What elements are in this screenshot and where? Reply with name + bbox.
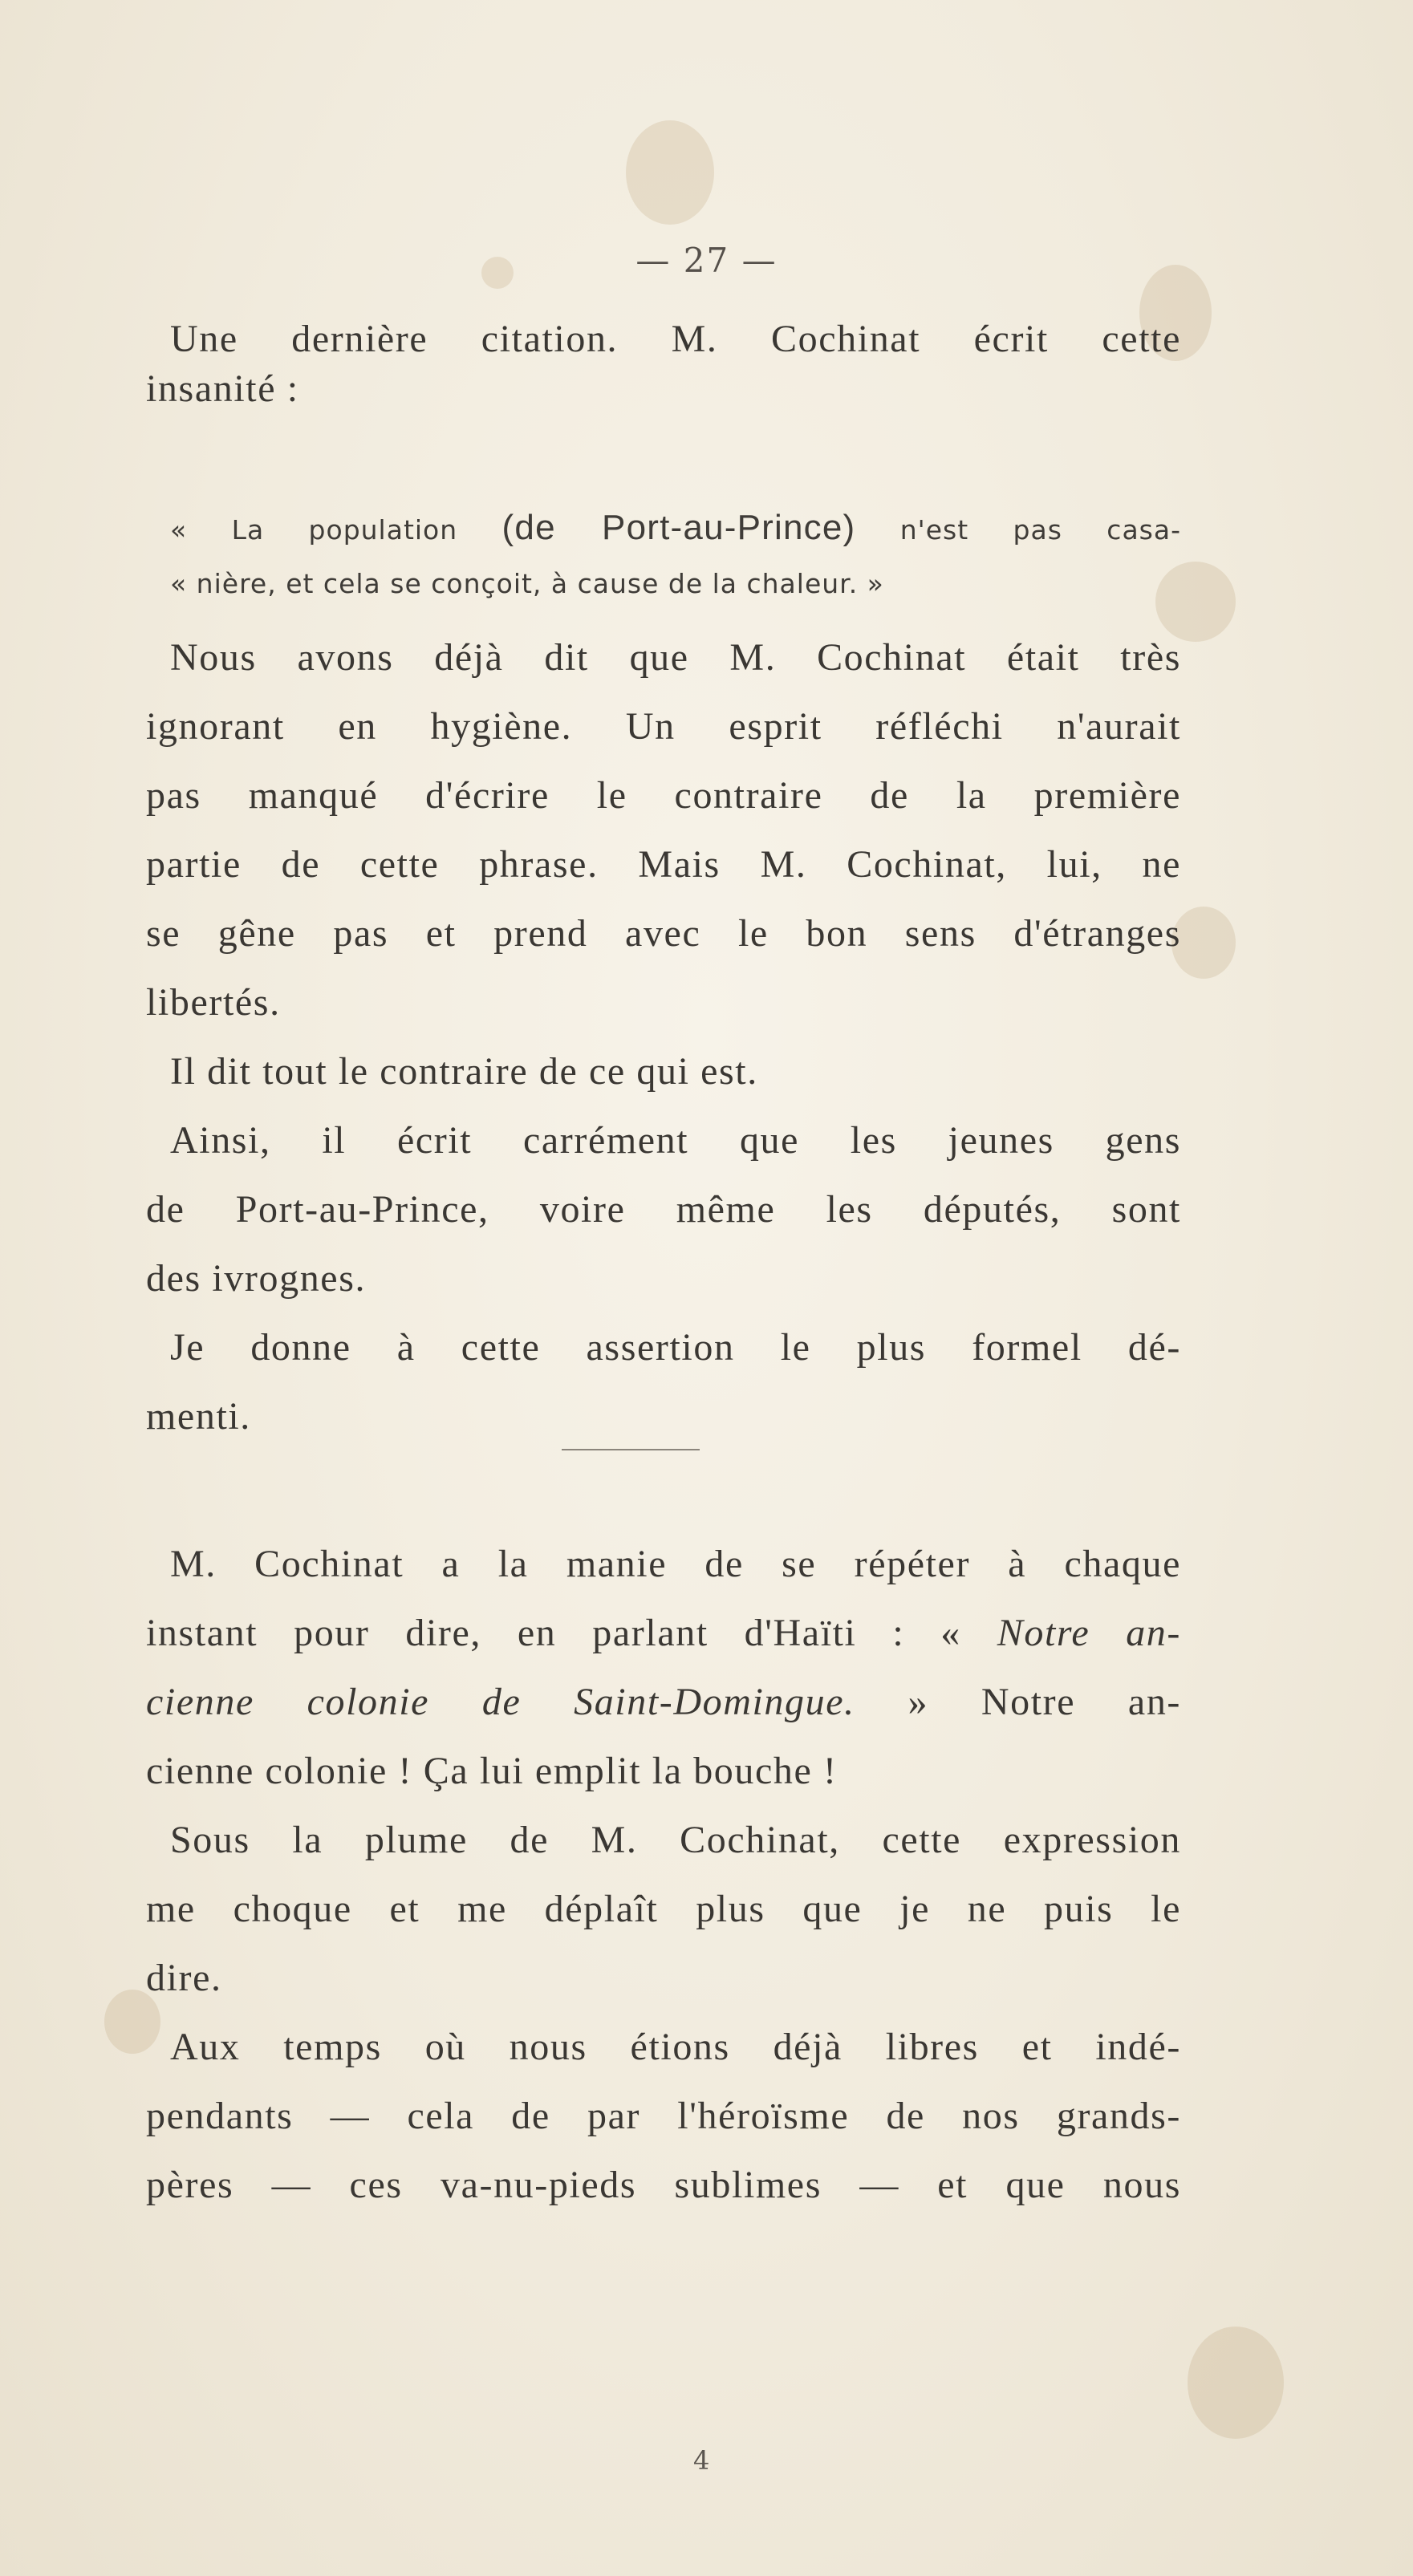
text-line: insanité : <box>146 367 299 410</box>
page-number: — 27 — <box>635 241 778 280</box>
text-line: Ainsi, il écrit carrément que les jeunes gens <box>170 1119 1181 1162</box>
quote-text: n'est pas casa- <box>855 514 1181 546</box>
text-line: Aux temps où nous étions déjà libres et indé- <box>170 2026 1181 2068</box>
quote-text: « La population <box>170 514 502 546</box>
text-line <box>146 1609 1181 1657</box>
text-line: des ivrognes. <box>146 1257 367 1300</box>
text-line: Il dit tout le contraire de ce qui est. <box>170 1050 758 1093</box>
text-line: pas manqué d'écrire le contraire de la première <box>146 774 1181 817</box>
text-line: dire. <box>146 1957 222 1999</box>
section-divider <box>562 1449 700 1450</box>
text-line: pendants — cela de par l'héroïsme de nos grands- <box>146 2095 1181 2137</box>
text-run: instant pour dire, en parlant d'Haïti : « <box>146 1612 997 1654</box>
italic-text: Notre an- <box>997 1612 1181 1654</box>
quote-text-large: (de Port-au-Prince) <box>501 508 856 547</box>
text-line: M. Cochinat a la manie de se répéter à chaque <box>170 1543 1181 1585</box>
foxing-spot <box>1171 907 1236 979</box>
text-line: me choque et me déplaît plus que je ne puis le <box>146 1888 1181 1930</box>
text-line: ignorant en hygiène. Un esprit réfléchi n'aurait <box>146 705 1181 748</box>
text-line: cienne colonie ! Ça lui emplit la bouche ! <box>146 1750 838 1792</box>
text-line: Nous avons déjà dit que M. Cochinat était très <box>170 636 1181 679</box>
text-line: libertés. <box>146 981 281 1024</box>
foxing-spot <box>1188 2327 1284 2439</box>
text-line: menti. <box>146 1395 251 1438</box>
foxing-spot <box>626 120 714 225</box>
text-run: » Notre an- <box>855 1681 1181 1723</box>
text-line <box>146 1678 1181 1726</box>
signature-mark: 4 <box>693 2445 710 2476</box>
quote-line: « nière, et cela se conçoit, à cause de la chaleur. » <box>170 568 884 599</box>
text-line: Je donne à cette assertion le plus formel dé- <box>170 1326 1181 1369</box>
text-line: Une dernière citation. M. Cochinat écrit cette <box>170 318 1181 360</box>
italic-text: cienne colonie de Saint-Domingue. <box>146 1681 855 1723</box>
text-line: se gêne pas et prend avec le bon sens d'étranges <box>146 912 1181 955</box>
quote-line <box>170 504 1181 552</box>
text-line: Sous la plume de M. Cochinat, cette expression <box>170 1819 1181 1861</box>
text-line: de Port-au-Prince, voire même les députés, sont <box>146 1188 1181 1231</box>
text-line: partie de cette phrase. Mais M. Cochinat, lui, ne <box>146 843 1181 886</box>
text-line: pères — ces va-nu-pieds sublimes — et que nous <box>146 2164 1181 2206</box>
